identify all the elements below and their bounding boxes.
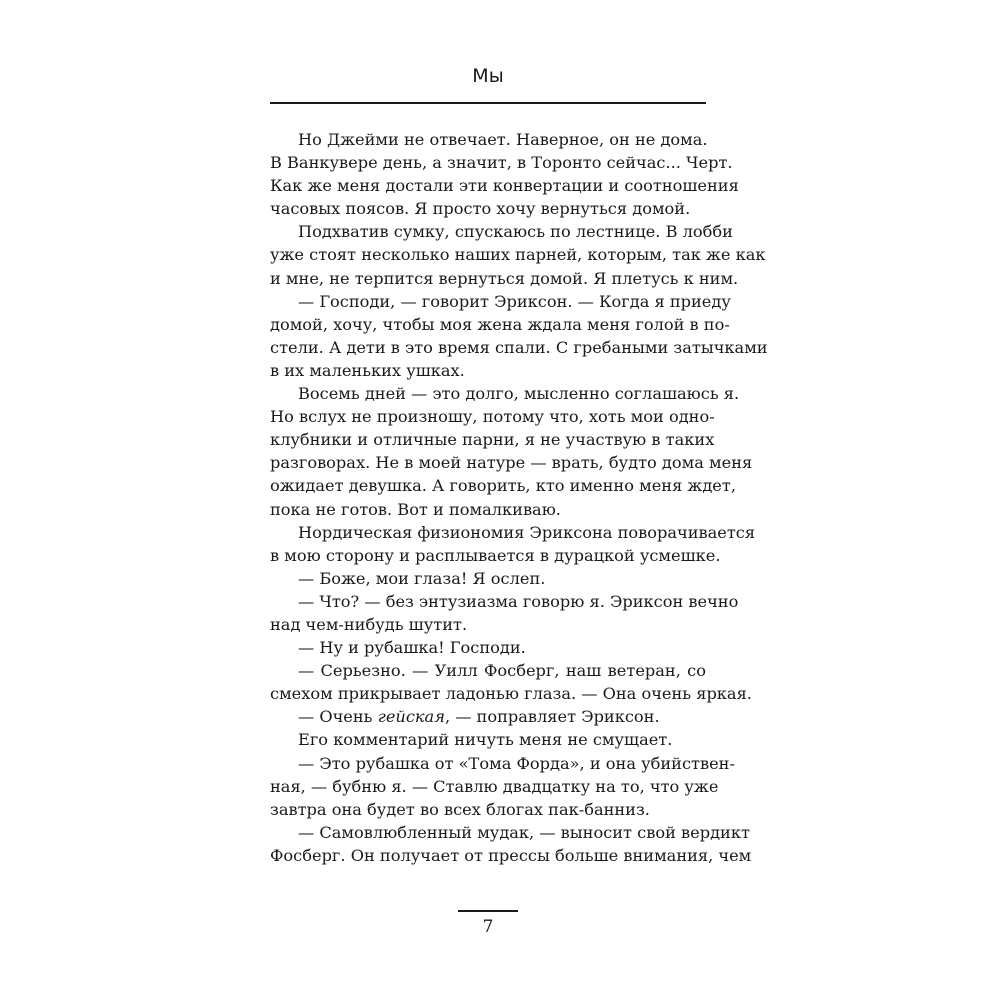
text-line: в мою сторону и расплывается в дурацкой усмешке. <box>270 545 721 565</box>
text-line: — Серьезно. — Уилл Фосберг, наш ветеран, со <box>298 661 706 681</box>
book-page <box>270 0 768 1000</box>
text-segment: , — поправляет Эриксон. <box>444 707 660 727</box>
text-line: Нордическая физиономия Эриксона поворачивается <box>298 522 756 542</box>
text-line: Но Джейми не отвечает. Наверное, он не дома. <box>298 130 708 149</box>
header-rule <box>270 102 706 104</box>
footer-rule <box>458 910 518 912</box>
text-segment: — Очень <box>298 707 378 727</box>
text-line: — Господи, — говорит Эриксон. — Когда я приеду <box>298 291 731 311</box>
text-line: Подхватив сумку, спускаюсь по лестнице. В лобби <box>298 222 733 242</box>
text-line: Как же меня достали эти конвертации и соотношения <box>270 176 739 196</box>
text-line: завтра она будет во всех блогах пак-банниз. <box>270 799 650 819</box>
text-line: — Самовлюбленный мудак, — выносит свой вердикт <box>298 822 750 842</box>
running-head-title: Мы <box>472 65 504 87</box>
text-line: В Ванкувере день, а значит, в Торонто сейчас... Черт. <box>270 153 733 173</box>
text-line: уже стоят несколько наших парней, которым, так же как <box>270 245 766 265</box>
text-line: — Ну и рубашка! Господи. <box>298 638 526 658</box>
text-line: ожидает девушка. А говорить, кто именно меня ждет, <box>270 476 736 496</box>
text-line: Его комментарий ничуть меня не смущает. <box>298 730 673 750</box>
text-line: и мне, не терпится вернуться домой. Я плетусь к ним. <box>270 268 739 288</box>
text-line: — Боже, мои глаза! Я ослеп. <box>298 568 546 588</box>
text-line: смехом прикрывает ладонью глаза. — Она очень яркая. <box>270 684 752 704</box>
text-line: — Что? — без энтузиазма говорю я. Эриксон вечно <box>298 591 739 611</box>
text-line: в их маленьких ушках. <box>270 360 465 380</box>
text-line: Восемь дней — это долго, мысленно соглашаюсь я. <box>298 384 740 404</box>
text-line: Но вслух не произношу, потому что, хоть мои одно- <box>270 407 715 427</box>
text-line-with-italic <box>270 705 706 728</box>
text-line: разговорах. Не в моей натуре — врать, будто дома меня <box>270 453 753 473</box>
text-line: пока не готов. Вот и помалкиваю. <box>270 499 561 519</box>
italic-word: гейская <box>377 707 445 727</box>
text-line: часовых поясов. Я просто хочу вернуться домой. <box>270 199 691 219</box>
text-line: клубники и отличные парни, я не участвую в таких <box>270 430 715 450</box>
text-line: Фосберг. Он получает от прессы больше внимания, чем <box>270 845 752 865</box>
text-line: ная, — бубню я. — Ставлю двадцатку на то, что уже <box>270 776 719 796</box>
text-line: стели. А дети в это время спали. С гребаными затычками <box>270 337 768 357</box>
body-text <box>270 128 768 867</box>
text-line: домой, хочу, чтобы моя жена ждала меня голой в по- <box>270 314 730 334</box>
text-line: — Это рубашка от «Тома Форда», и она убийствен- <box>298 753 735 773</box>
page-number: 7 <box>482 917 494 937</box>
text-line: над чем-нибудь шутит. <box>270 614 468 634</box>
